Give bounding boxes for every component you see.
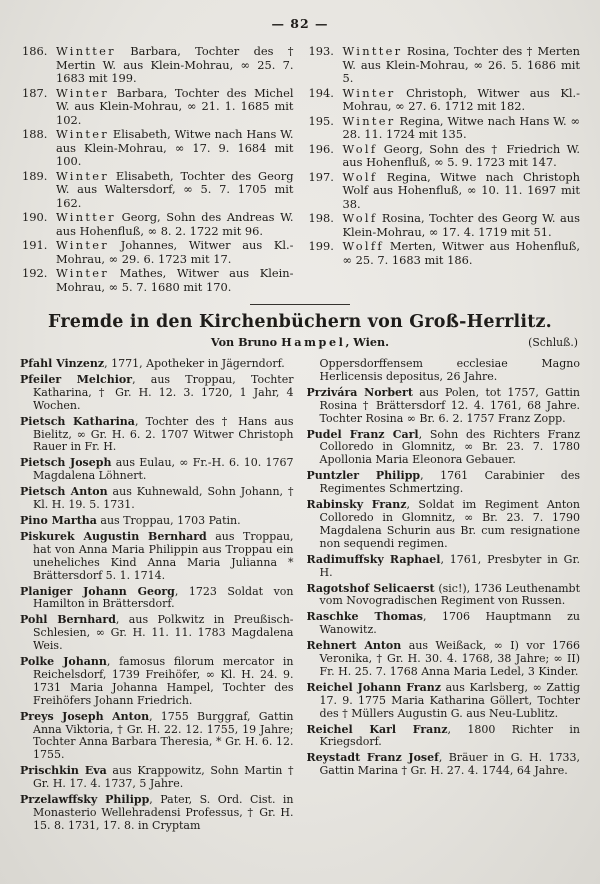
entry-number: 197.	[308, 169, 334, 184]
entry-person-name: Polke Johann	[20, 655, 107, 669]
church-book-entry: Piskurek Augustin Bernhard aus Troppau, hat von Anna Maria Philippin aus Troppau ein uneheliches Kind Anna Maria Julianna * Brättersdorf 5. 1. 1714.	[20, 529, 294, 582]
church-book-entry: Przelawffsky Philipp, Pater, S. Ord. Cist. in Monasterio Wellehradensi Professus, † Gr. H. 15. 8. 1731, 17. 8. in Cryptam	[20, 793, 294, 832]
register-entry: 188. Winter Elisabeth, Witwe nach Hans W. aus Klein-Mohrau, ∞ 17. 9. 1684 mit 100.	[22, 127, 294, 168]
church-book-entry: Reichel Karl Franz, 1800 Richter in Kriegsdorf.	[306, 722, 580, 749]
register-entry: 195. Winter Regina, Witwe nach Hans W. ∞ 28. 11. 1724 mit 135.	[308, 113, 580, 141]
entry-surname: Wintter	[56, 210, 116, 224]
register-entry: 192. Winter Mathes, Witwer aus Klein-Mohrau, ∞ 5. 7. 1680 mit 170.	[22, 266, 294, 294]
entry-surname: Winter	[56, 266, 110, 280]
entry-surname: Wolf	[342, 169, 378, 184]
entry-person-name: Prischkin Eva	[20, 764, 107, 778]
entry-person-name: Pohl Bernhard	[20, 613, 116, 627]
entry-person-name: Planiger Johann Georg	[20, 584, 175, 598]
church-book-entry: Przivára Norbert aus Polen, tot 1757, Gattin Rosina † Brättersdorf 12. 4. 1761, 68 Jahre. Tochter Rosina ∞ Br. 6. 2. 1757 Franz Zopp.	[306, 385, 580, 425]
entry-person-name: Rehnert Anton	[306, 639, 402, 653]
church-book-entry: Ragotshof Selicaerst (sic!), 1736 Leuthenambt vom Novogradischen Regiment von Russen.	[306, 581, 580, 608]
church-book-entry: Oppersdorffensem ecclesiae Magno Herlicensis depositus, 26 Jahre.	[319, 357, 580, 383]
church-book-entry: Pietsch Katharina, Tochter des † Hans aus Bielitz, ∞ Gr. H. 6. 2. 1707 Witwer Christoph Rauer in Fr. H.	[20, 414, 294, 454]
church-book-entry: Pohl Bernhard, aus Polkwitz in Preußisch-Schlesien, ∞ Gr. H. 11. 11. 1783 Magdalena Weis.	[20, 613, 294, 653]
entry-number: 192.	[22, 266, 48, 280]
register-entry: 190. Wintter Georg, Sohn des Andreas W. aus Hohenfluß, ∞ 8. 2. 1722 mit 96.	[22, 210, 294, 238]
register-entry: 187. Winter Barbara, Tochter des Michel W. aus Klein-Mohrau, ∞ 21. 1. 1685 mit 102.	[22, 85, 294, 127]
register-entry: 193. Wintter Rosina, Tochter des † Merten W. aus Klein-Mohrau, ∞ 26. 5. 1686 mit 5.	[308, 44, 580, 85]
entry-number: 190.	[22, 210, 48, 224]
register-column-right	[307, 45, 581, 295]
entry-surname: Winter	[56, 85, 110, 100]
church-book-entry: Pino Martha aus Troppau, 1703 Patin.	[20, 513, 241, 527]
entry-person-name: Pfahl Vinzenz	[20, 357, 105, 370]
register-entry: 194. Winter Christoph, Witwer aus Kl.-Mohrau, ∞ 27. 6. 1712 mit 182.	[308, 85, 580, 113]
entry-number: 196.	[308, 141, 334, 156]
church-book-entry: Radimuffsky Raphael, 1761, Presbyter in Gr. H.	[306, 552, 580, 579]
entry-number: 191.	[22, 238, 48, 252]
church-book-entry: Puntzler Philipp, 1761 Carabinier des Regimentes Schmertzing.	[306, 469, 580, 496]
byline-row	[20, 335, 580, 349]
church-book-entry: Reystadt Franz Josef, Bräuer in G. H. 1733, Gattin Marina † Gr. H. 27. 4. 1744, 64 Jahre.	[306, 751, 580, 778]
entry-surname: Wolf	[342, 141, 378, 156]
entry-surname: Winter	[56, 238, 110, 252]
entry-number: 193.	[308, 44, 334, 58]
entry-number: 188.	[22, 127, 48, 141]
entry-person-name: Pietsch Joseph	[20, 456, 112, 470]
entry-number: 189.	[22, 168, 48, 183]
register-entry: 196. Wolf Georg, Sohn des † Friedrich W. aus Hohenfluß, ∞ 5. 9. 1723 mit 147.	[308, 141, 580, 169]
byline	[211, 335, 389, 349]
church-book-entry: Rehnert Anton aus Weißack, ∞ I) vor 1766 Veronika, † Gr. H. 30. 4. 1768, 38 Jahre; ∞ II) Fr. H. 25. 7. 1768 Anna Maria Ledel, 3 Kinder.	[306, 639, 580, 678]
church-book-entry: Pietsch Anton aus Kuhnewald, Sohn Johann, † Kl. H. 19. 5. 1731.	[20, 485, 294, 512]
entry-person-name: Reichel Karl Franz	[306, 722, 448, 736]
section-divider	[250, 304, 350, 305]
entry-person-name: Pietsch Anton	[20, 485, 108, 499]
church-book-entry: Pfahl Vinzenz, 1771, Apotheker in Jägerndorf.	[20, 357, 285, 370]
entry-number: 195.	[308, 113, 334, 128]
entry-person-name: Przelawffsky Philipp	[20, 793, 150, 807]
church-book-entry: Planiger Johann Georg, 1723 Soldat von Hamilton in Brättersdorf.	[20, 584, 294, 611]
entry-person-name: Raschke Thomas	[306, 610, 423, 624]
register-column-left	[20, 45, 294, 295]
entry-person-name: Ragotshof Selicaerst	[306, 581, 435, 595]
entry-surname: Wolff	[342, 239, 384, 253]
register-entry: 198. Wolf Rosina, Tochter des Georg W. aus Klein-Mohrau, ∞ 17. 4. 1719 mit 51.	[308, 211, 580, 239]
church-book-entry: Pudel Franz Carl, Sohn des Richters Franz Colloredo in Glomnitz, ∞ Br. 23. 7. 1780 Apollonia Maria Eleonora Gebauer.	[306, 427, 581, 467]
entry-person-name: Przivára Norbert	[306, 385, 413, 399]
byline-suffix: , Wien.	[345, 335, 390, 349]
church-book-entry: Reichel Johann Franz aus Karlsberg, ∞ Zattig 17. 9. 1775 Maria Katharina Göllert, Tochter des † Müllers Augustin G. aus Neu-Lublitz.	[306, 680, 580, 720]
entry-person-name: Puntzler Philipp	[306, 469, 421, 483]
entry-surname: Wintter	[342, 44, 403, 58]
entry-number: 186.	[22, 44, 48, 58]
entry-number: 199.	[308, 239, 334, 253]
entries-column-right	[307, 358, 581, 836]
church-book-entry: Polke Johann, famosus filorum mercator in Reichelsdorf, 1739 Freihöfer, ∞ Kl. H. 24. 9. 1731 Maria Johanna Hampel, Tochter des Freihöfers Johann Friedrich.	[20, 655, 294, 707]
church-book-entries-section	[20, 358, 580, 836]
entry-number: 198.	[308, 211, 334, 225]
church-book-entry: Pfeiler Melchior, aus Troppau, Tochter Katharina, † Gr. H. 12. 3. 1720, 1 Jahr, 4 Wochen.	[20, 372, 294, 412]
entry-person-name: Pino Martha	[20, 513, 97, 527]
entry-person-name: Preys Joseph Anton	[20, 709, 150, 723]
entry-person-name: Piskurek Augustin Bernhard	[20, 529, 207, 543]
closing-note: (Schluß.)	[528, 336, 578, 349]
register-entry: 199. Wolff Merten, Witwer aus Hohenfluß, ∞ 25. 7. 1683 mit 186.	[308, 239, 580, 267]
register-entry: 186. Wintter Barbara, Tochter des † Mertin W. aus Klein-Mohrau, ∞ 25. 7. 1683 mit 199.	[22, 44, 294, 85]
byline-prefix: Von Bruno	[210, 335, 278, 349]
church-book-entry: Prischkin Eva aus Krappowitz, Sohn Martin † Gr. H. 17. 4. 1737, 5 Jahre.	[20, 764, 294, 791]
section-title: Fremde in den Kirchenbüchern von Groß-Herrlitz.	[48, 312, 552, 332]
church-book-entry: Pietsch Joseph aus Eulau, ∞ Fr.-H. 6. 10. 1767 Magdalena Löhnert.	[20, 456, 294, 483]
entry-number: 194.	[308, 85, 334, 100]
entry-person-name: Reichel Johann Franz	[306, 680, 441, 694]
page-number: — 82 —	[271, 16, 329, 31]
entry-surname: Winter	[342, 85, 396, 100]
entry-surname: Winter	[56, 168, 110, 183]
church-book-entry: Preys Joseph Anton, 1755 Burggraf, Gattin Anna Viktoria, † Gr. H. 22. 12. 1755, 19 Jahre; Tochter Anna Barbara Theresia, * Gr. H. 6. 12. 1755.	[20, 709, 294, 762]
entry-person-name: Pfeiler Melchior	[20, 372, 133, 386]
byline-author-name: Hampel	[281, 335, 346, 349]
entry-surname: Winter	[56, 127, 110, 141]
register-entry: 189. Winter Elisabeth, Tochter des Georg W. aus Waltersdorf, ∞ 5. 7. 1705 mit 162.	[22, 168, 294, 210]
entry-person-name: Radimuffsky Raphael	[306, 552, 441, 566]
entry-person-name: Pudel Franz Carl	[306, 427, 419, 441]
entry-surname: Wolf	[342, 211, 378, 225]
entry-surname: Wintter	[56, 44, 116, 58]
entries-column-left	[20, 358, 294, 836]
register-entry: 191. Winter Johannes, Witwer aus Kl.-Mohrau, ∞ 29. 6. 1723 mit 17.	[22, 238, 294, 266]
entry-number: 187.	[22, 85, 48, 100]
entry-person-name: Rabinsky Franz	[306, 498, 407, 512]
church-book-entry: Raschke Thomas, 1706 Hauptmann zu Wanowitz.	[306, 610, 580, 637]
entry-surname: Winter	[342, 113, 396, 128]
entry-person-name: Pietsch Katharina	[20, 414, 135, 428]
marriage-register-section	[20, 45, 580, 295]
church-book-entry: Rabinsky Franz, Soldat im Regiment Anton Colloredo in Glomnitz, ∞ Br. 23. 7. 1790 Magdalena Schurin aus Br. cum resignatione non sequendi regimen.	[306, 498, 580, 550]
entry-person-name: Reystadt Franz Josef	[306, 751, 439, 765]
register-entry: 197. Wolf Regina, Witwe nach Christoph Wolf aus Hohenfluß, ∞ 10. 11. 1697 mit 38.	[308, 169, 580, 211]
